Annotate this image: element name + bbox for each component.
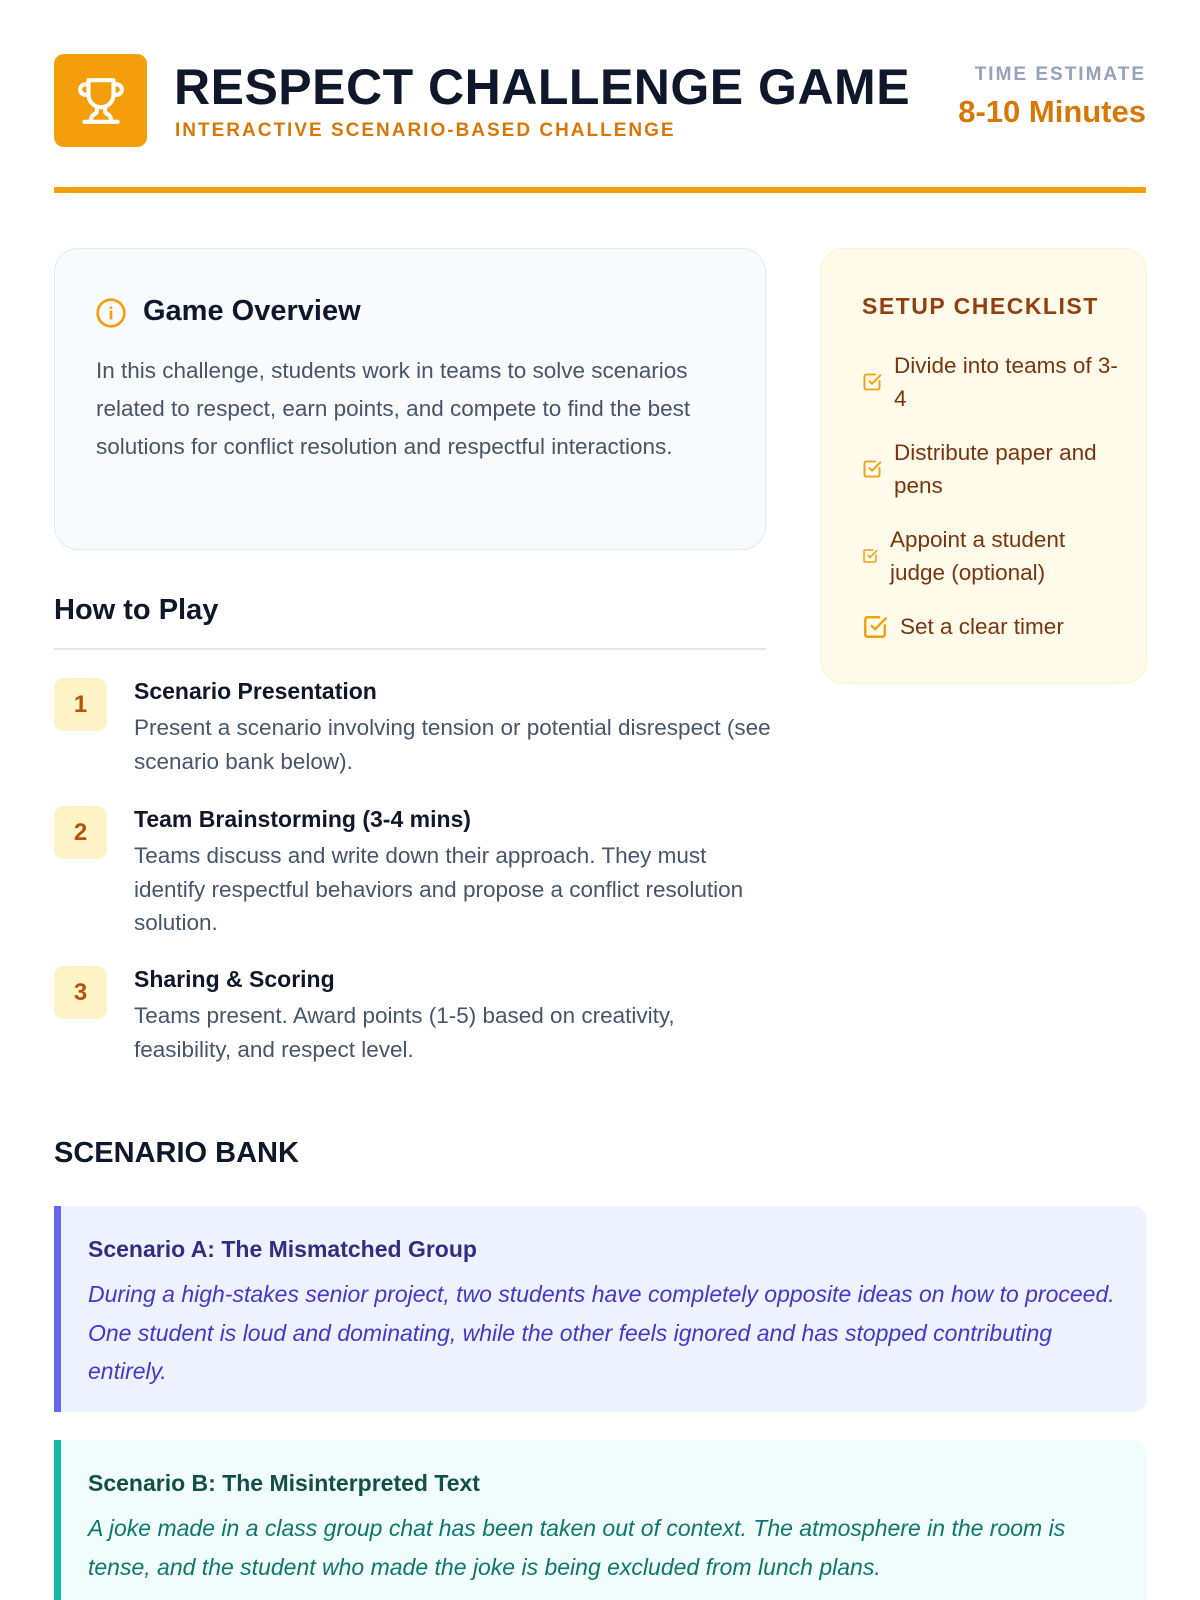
setup-checklist-card (820, 248, 1147, 684)
checkbox-icon (862, 372, 882, 392)
game-overview-card (54, 248, 766, 550)
info-icon (95, 297, 127, 329)
step-title: Scenario Presentation (134, 678, 377, 704)
checklist-item-text: Divide into teams of 3-4 (894, 353, 1118, 411)
checkbox-icon (862, 459, 882, 479)
how-to-play-heading: How to Play (54, 594, 219, 626)
scenario-card-a (54, 1206, 1147, 1412)
scenario-title: Scenario B: The Misinterpreted Text (88, 1470, 480, 1496)
step-title: Sharing & Scoring (134, 966, 335, 992)
checklist-item-text: Distribute paper and pens (894, 440, 1097, 498)
checkbox-icon (862, 614, 888, 640)
checklist-item-text: Appoint a student judge (optional) (890, 527, 1066, 585)
checklist-item (862, 523, 1122, 589)
checklist-item (862, 349, 1122, 415)
checklist-item-text: Set a clear timer (900, 614, 1064, 639)
page-header (54, 54, 1146, 150)
step-description: Teams discuss and write down their approach. They must identify respectful behaviors and propose a conflict resolution solution. (134, 843, 744, 935)
scenario-text: During a high-stakes senior project, two students have completely opposite ideas on how to proceed. One student is loud and dominating, while the other feels ignored and has stopped contributing entirely. (88, 1281, 1115, 1384)
header-divider (54, 187, 1146, 193)
checkbox-icon (862, 548, 878, 564)
scenario-title: Scenario A: The Mismatched Group (88, 1236, 477, 1262)
step-description: Present a scenario involving tension or potential disrespect (see scenario bank below). (134, 715, 771, 774)
overview-title: Game Overview (143, 295, 361, 327)
checklist-item (862, 436, 1122, 502)
checklist-item (862, 610, 1122, 643)
time-estimate-label: TIME ESTIMATE (974, 64, 1146, 85)
page-subtitle: INTERACTIVE SCENARIO-BASED CHALLENGE (175, 120, 676, 141)
scenario-card-b (54, 1440, 1147, 1600)
step-title: Team Brainstorming (3-4 mins) (134, 806, 471, 832)
checklist-title: SETUP CHECKLIST (862, 293, 1099, 319)
scenario-bank-heading: SCENARIO BANK (54, 1137, 299, 1169)
overview-text: In this challenge, students work in teams to solve scenarios related to respect, earn points, and compete to find the best solutions for conflict resolution and respectful interactions. (96, 358, 691, 459)
time-estimate-value: 8-10 Minutes (958, 94, 1146, 129)
how-to-play-divider (54, 648, 766, 650)
page-title: RESPECT CHALLENGE GAME (174, 59, 911, 115)
step-number: 3 (54, 966, 107, 1019)
step-number: 2 (54, 806, 107, 859)
trophy-icon (54, 54, 147, 147)
step-number: 1 (54, 678, 107, 731)
scenario-text: A joke made in a class group chat has been taken out of context. The atmosphere in the room is tense, and the student who made the joke is being excluded from lunch plans. (88, 1515, 1066, 1580)
step-description: Teams present. Award points (1-5) based on creativity, feasibility, and respect level. (134, 1003, 675, 1062)
